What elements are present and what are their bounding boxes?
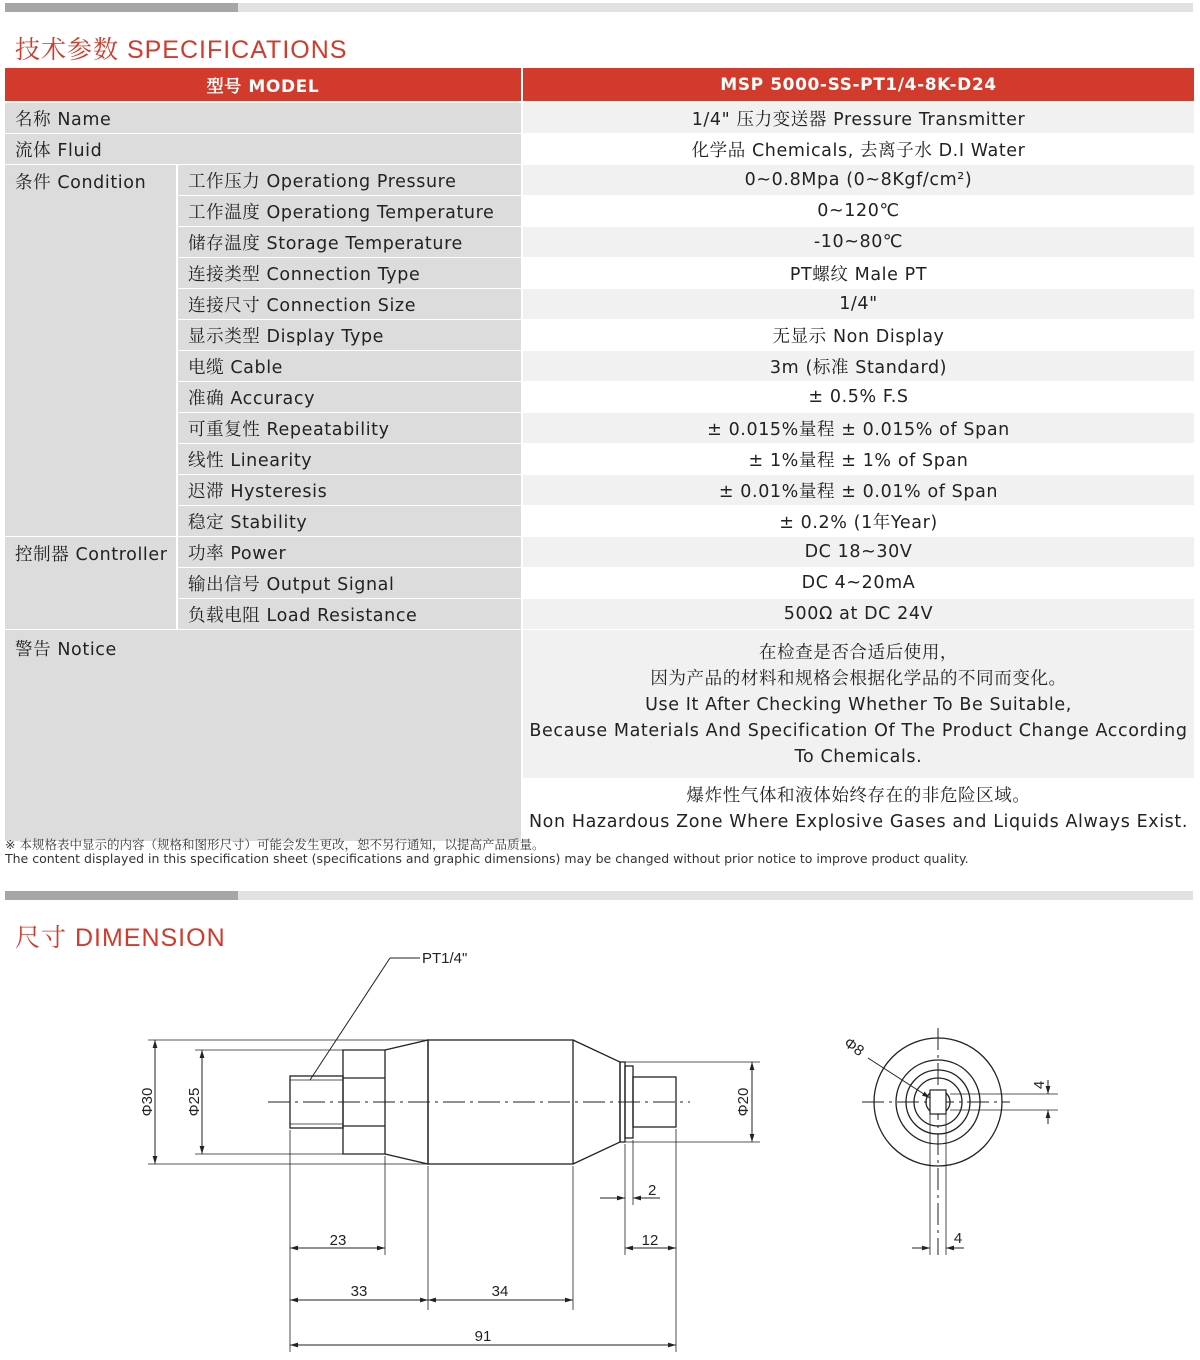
row-value: ± 0.2% (1年Year) bbox=[522, 506, 1194, 537]
row-label: 功率 Power bbox=[177, 537, 522, 568]
model-header-value: MSP 5000-SS-PT1/4-8K-D24 bbox=[522, 68, 1194, 102]
dim-91-label: 91 bbox=[474, 1328, 492, 1345]
table-row bbox=[5, 506, 1194, 537]
model-header-label: 型号 MODEL bbox=[5, 68, 522, 102]
notice-line: To Chemicals. bbox=[794, 747, 923, 767]
notice-label: 警告 Notice bbox=[5, 630, 522, 842]
table-row bbox=[5, 134, 1194, 165]
table-row bbox=[5, 475, 1194, 506]
table-row bbox=[5, 196, 1194, 227]
table-row bbox=[5, 227, 1194, 258]
row-label: 准确 Accuracy bbox=[177, 382, 522, 413]
table-row bbox=[5, 444, 1194, 475]
row-label-name: 名称 Name bbox=[5, 102, 522, 134]
notice-line: Non Hazardous Zone Where Explosive Gases and Liquids Always Exist. bbox=[528, 812, 1188, 832]
row-label: 连接尺寸 Connection Size bbox=[177, 289, 522, 320]
dim-dia25-label: Φ25 bbox=[186, 1087, 203, 1117]
table-row bbox=[5, 568, 1194, 599]
row-value: DC 18~30V bbox=[522, 537, 1194, 568]
table-row bbox=[5, 382, 1194, 413]
row-label-fluid: 流体 Fluid bbox=[5, 134, 522, 165]
row-value-fluid: 化学品 Chemicals, 去离子水 D.I Water bbox=[522, 134, 1194, 165]
row-label: 储存温度 Storage Temperature bbox=[177, 227, 522, 258]
table-row bbox=[5, 537, 1194, 568]
row-value: 0~120℃ bbox=[522, 196, 1194, 227]
specifications-table bbox=[5, 68, 1194, 842]
section-divider-bar bbox=[5, 3, 1193, 12]
dim-dia8-label: Φ8 bbox=[840, 1034, 868, 1060]
notice-line: 因为产品的材料和规格会根据化学品的不同而变化。 bbox=[650, 669, 1067, 689]
table-row bbox=[5, 102, 1194, 134]
dim-12-label: 12 bbox=[641, 1232, 659, 1249]
row-label: 工作温度 Operationg Temperature bbox=[177, 196, 522, 227]
notice-line: 在检查是否合适后使用， bbox=[758, 643, 959, 663]
row-value: 3m (标准 Standard) bbox=[522, 351, 1194, 382]
row-label: 显示类型 Display Type bbox=[177, 320, 522, 351]
row-label: 线性 Linearity bbox=[177, 444, 522, 475]
dim-34-label: 34 bbox=[491, 1283, 509, 1300]
row-label: 迟滞 Hysteresis bbox=[177, 475, 522, 506]
table-row bbox=[5, 320, 1194, 351]
notice-block-2 bbox=[522, 779, 1194, 842]
dim-4-bottom-label: 4 bbox=[953, 1230, 963, 1247]
row-label: 负载电阻 Load Resistance bbox=[177, 599, 522, 630]
row-value: 500Ω at DC 24V bbox=[522, 599, 1194, 630]
section-divider-bar bbox=[5, 891, 1193, 900]
dimension-drawing bbox=[0, 940, 1200, 1360]
row-label: 可重复性 Repeatability bbox=[177, 413, 522, 444]
row-value: -10~80℃ bbox=[522, 227, 1194, 258]
footnote-cn: ※ 本规格表中显示的内容（规格和图形尺寸）可能会发生更改，恕不另行通知，以提高产品质量。 bbox=[5, 837, 545, 852]
table-row bbox=[5, 413, 1194, 444]
footnote-en: The content displayed in this specification sheet (specifications and graphic dimensions) may be changed without prior notice to improve product quality. bbox=[5, 851, 969, 866]
table-row-notice bbox=[5, 630, 1194, 779]
dim-2-label: 2 bbox=[648, 1182, 657, 1199]
row-label: 输出信号 Output Signal bbox=[177, 568, 522, 599]
notice-line: Because Materials And Specification Of The Product Change According bbox=[529, 721, 1188, 741]
row-value: ± 1%量程 ± 1% of Span bbox=[522, 444, 1194, 475]
table-row bbox=[5, 258, 1194, 289]
dim-23-label: 23 bbox=[329, 1232, 347, 1249]
notice-line: Use It After Checking Whether To Be Suitable, bbox=[645, 695, 1072, 715]
row-value: ± 0.5% F.S bbox=[522, 382, 1194, 413]
row-value: DC 4~20mA bbox=[522, 568, 1194, 599]
row-label: 稳定 Stability bbox=[177, 506, 522, 537]
group-label-controller: 控制器 Controller bbox=[5, 537, 177, 630]
group-label-condition: 条件 Condition bbox=[5, 165, 177, 537]
table-row bbox=[5, 165, 1194, 196]
table-row bbox=[5, 289, 1194, 320]
row-value: 无显示 Non Display bbox=[522, 320, 1194, 351]
row-label: 工作压力 Operationg Pressure bbox=[177, 165, 522, 196]
row-label: 电缆 Cable bbox=[177, 351, 522, 382]
row-value: 1/4" bbox=[522, 289, 1194, 320]
row-value: ± 0.01%量程 ± 0.01% of Span bbox=[522, 475, 1194, 506]
row-value: PT螺纹 Male PT bbox=[522, 258, 1194, 289]
table-row bbox=[5, 599, 1194, 630]
notice-block-1 bbox=[522, 630, 1194, 779]
row-value: 0~0.8Mpa (0~8Kgf/cm²) bbox=[522, 165, 1194, 196]
dim-4-top-label: 4 bbox=[1031, 1080, 1048, 1090]
row-value-name: 1/4" 压力变送器 Pressure Transmitter bbox=[522, 102, 1194, 134]
row-label: 连接类型 Connection Type bbox=[177, 258, 522, 289]
table-header-row bbox=[5, 68, 1194, 102]
thread-label: PT1/4" bbox=[422, 950, 468, 967]
table-row bbox=[5, 351, 1194, 382]
dim-dia30-label: Φ30 bbox=[139, 1087, 156, 1117]
dim-33-label: 33 bbox=[350, 1283, 368, 1300]
dim-dia20-label: Φ20 bbox=[735, 1087, 752, 1117]
specifications-title: 技术参数 SPECIFICATIONS bbox=[15, 36, 348, 64]
dimension-title: 尺寸 DIMENSION bbox=[15, 924, 226, 952]
row-value: ± 0.015%量程 ± 0.015% of Span bbox=[522, 413, 1194, 444]
notice-line: 爆炸性气体和液体始终存在的非危险区域。 bbox=[686, 786, 1031, 806]
